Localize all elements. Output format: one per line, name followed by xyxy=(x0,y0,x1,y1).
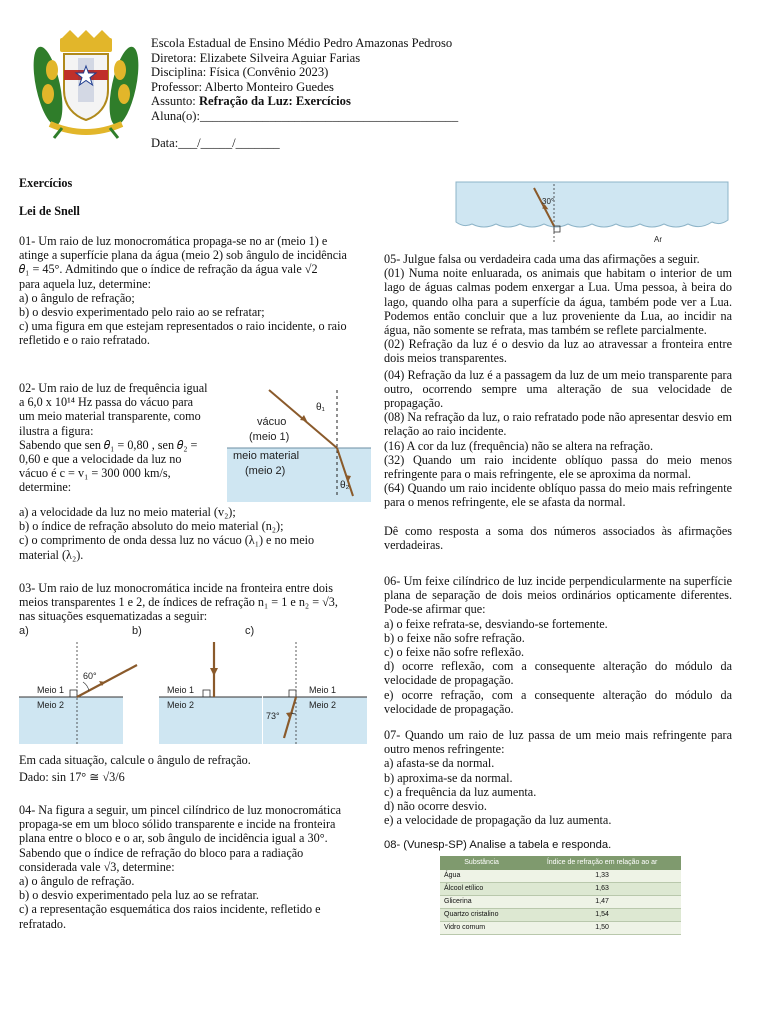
q1-line: 𝜃₁ = 45°. Admitindo que o índice de refração da água vale √2 xyxy=(19,262,318,277)
q1-item-c: c) uma figura em que estejam representados o raio incidente, o raio xyxy=(19,319,347,334)
section-title: Exercícios xyxy=(19,176,73,190)
q3c-angle: 73° xyxy=(266,711,280,721)
question-05 xyxy=(384,252,732,552)
q1-line: para aquela luz, determine: xyxy=(19,276,151,291)
q5-item-08: (08) Na refração da luz, o raio refratado pode não apresentar desvio em relação ao raio incidente. xyxy=(384,410,732,439)
question-08-intro: 08- (Vunesp-SP) Analise a tabela e responda. xyxy=(384,839,612,851)
student-name-line[interactable]: Aluna(o):_________________________________________ xyxy=(151,108,459,123)
question-06 xyxy=(384,574,732,716)
q7-intro: 07- Quando um raio de luz passa de um meio mais refringente para outro menos refringente: xyxy=(384,728,732,757)
table-cell-index: 1,54 xyxy=(523,909,681,922)
q3c-meio1: Meio 1 xyxy=(309,685,337,695)
q6-option-c: c) o feixe não sofre reflexão. xyxy=(384,645,525,660)
q2-item-a: a) a velocidade da luz no meio material (v₂); xyxy=(19,505,236,519)
question-01 xyxy=(19,234,369,348)
table-cell-substance: Quartzo cristalino xyxy=(440,909,523,922)
q4-block-figure xyxy=(450,180,732,246)
q3a-ray xyxy=(77,665,137,697)
q2-label-meio1: (meio 1) xyxy=(249,431,290,443)
q3-panel-b-tag: b) xyxy=(132,625,142,637)
subject-label: Assunto: xyxy=(151,94,199,109)
q2-label-vacuum: vácuo xyxy=(257,416,287,428)
refraction-index-table xyxy=(440,856,681,935)
q2-line: ilustra a figura: xyxy=(19,423,94,438)
question-04 xyxy=(19,803,369,931)
table-cell-index: 1,50 xyxy=(523,922,681,935)
q6-option-b: b) o feixe não sofre refração. xyxy=(384,630,525,645)
q3-panel-b xyxy=(132,625,262,744)
q5-item-16: (16) A cor da luz (frequência) não se altera na refração. xyxy=(384,438,653,453)
q2-label-meio2: (meio 2) xyxy=(245,465,286,477)
q2-item-c: c) o comprimento de onda dessa luz no vácuo (λ₁) e no meio xyxy=(19,533,315,548)
q7-option-b: b) aproxima-se da normal. xyxy=(384,770,513,785)
q3a-meio2: Meio 2 xyxy=(37,700,65,710)
q4-solid-block xyxy=(456,182,728,227)
question-07 xyxy=(384,728,732,827)
q3c-meio2: Meio 2 xyxy=(309,700,337,710)
table-row xyxy=(440,896,681,909)
table-header-index: Índice de refração em relação ao ar xyxy=(523,856,681,870)
q4-line: Sabendo que o índice de refração do bloco para a radiação xyxy=(19,845,304,860)
subject-value: Refração da Luz: Exercícios xyxy=(198,94,351,109)
q2-line: 02- Um raio de luz de frequência igual xyxy=(19,381,208,395)
q6-option-d: d) ocorre reflexão, com a consequente alteração do módulo da velocidade de propagação. xyxy=(384,659,732,688)
table-header-substance: Substância xyxy=(440,856,523,870)
q4-air-label: Ar xyxy=(654,235,662,244)
q1-item-c-cont: refletido e o raio refratado. xyxy=(19,333,150,348)
q6-intro: 06- Um feixe cilíndrico de luz incide perpendicularmente na superfície plana de separação de dois meios ordinários opticamente diferentes. Pode-se afirmar que: xyxy=(384,574,732,617)
question-02 xyxy=(19,381,219,495)
date-line[interactable]: Data:___/_____/_______ xyxy=(151,135,280,150)
table-row xyxy=(440,922,681,935)
q6-option-e: e) ocorre refração, com a consequente alteração do módulo da velocidade de propagação. xyxy=(384,687,732,716)
header-director: Diretora: Elizabete Silveira Aguiar Farias xyxy=(151,50,361,65)
q3-figures xyxy=(19,622,369,744)
q2-refraction-figure xyxy=(227,386,371,502)
q4-line: propaga-se em um bloco sólido transparente e incide na fronteira xyxy=(19,817,336,832)
q3-line: nas situações esquematizadas a seguir: xyxy=(19,609,208,624)
q5-item-32: (32) Quando um raio incidente oblíquo passa do meio menos refringente para o mais refringente, ele se aproxima da normal. xyxy=(384,452,732,482)
q1-item-a: a) o ângulo de refração; xyxy=(19,290,135,305)
q2-line: Sabendo que sen 𝜃₁ = 0,80 , sen 𝜃₂ = xyxy=(19,437,198,452)
q4-item-c: c) a representação esquemática dos raios incidente, refletido e xyxy=(19,902,321,917)
table-row xyxy=(440,883,681,896)
table-cell-substance: Vidro comum xyxy=(440,922,523,935)
q2-theta1: θ₁ xyxy=(316,402,325,413)
q4-item-b: b) o desvio experimentado pela luz ao se refratar. xyxy=(19,888,259,903)
question-03-footer xyxy=(19,753,369,784)
q3b-meio1: Meio 1 xyxy=(167,685,195,695)
q3-panel-a-tag: a) xyxy=(19,625,29,637)
q3b-meio2: Meio 2 xyxy=(167,700,195,710)
table-cell-substance: Glicerina xyxy=(440,896,523,909)
header-school: Escola Estadual de Ensino Médio Pedro Amazonas Pedroso xyxy=(151,36,453,50)
q5-item-01: (01) Numa noite enluarada, os animais que habitam o interior de um lago de águas calmas podem enxergar a Lua. Uma pessoa, à beira do lago, quando olha para a superfície da água, também pode ver a Lua. Podemos então concluir que a luz proveniente da Lua, ao incidir na água, não somente se refrata, mas também se reflete parcialmente. xyxy=(384,266,732,338)
q2-line: vácuo é c = v₁ = 300 000 km/s, xyxy=(19,466,171,481)
q5-item-04: (04) Refração da luz é a passagem da luz de um meio transparente para outro, ocorrendo sempre uma alteração de sua velocidade de propagação. xyxy=(384,367,732,411)
q3-line: meios transparentes 1 e 2, de índices de refração n₁ = 1 e n₂ = √3, xyxy=(19,595,338,610)
q2-line: 0,60 e que a velocidade da luz no xyxy=(19,452,182,467)
q5-item-64: (64) Quando um raio incidente oblíquo passa do meio mais refringente para o menos refringente, ele se afasta da normal. xyxy=(384,481,732,510)
q7-option-d: d) não ocorre desvio. xyxy=(384,799,487,814)
q4-line: 04- Na figura a seguir, um pincel cilíndrico de luz monocromática xyxy=(19,803,342,817)
q2-label-material: meio material xyxy=(233,450,300,462)
q1-line: 01- Um raio de luz monocromática propaga-se no ar (meio 1) e xyxy=(19,234,328,248)
table-cell-index: 1,63 xyxy=(523,883,681,896)
table-cell-index: 1,47 xyxy=(523,896,681,909)
q5-item-02: (02) Refração da luz é o desvio da luz ao atravessar a fronteira entre dois meios transparentes. xyxy=(384,337,732,366)
table-cell-index: 1,33 xyxy=(523,870,681,883)
q7-option-a: a) afasta-se da normal. xyxy=(384,756,495,771)
q4-item-c-cont: refratado. xyxy=(19,916,67,931)
header-subject xyxy=(151,94,458,109)
q3-panel-c xyxy=(245,625,367,744)
q7-option-e: e) a velocidade de propagação da luz aumenta. xyxy=(384,813,612,828)
q7-option-c: c) a frequência da luz aumenta. xyxy=(384,784,537,799)
q2-line: determine: xyxy=(19,480,72,495)
header-discipline: Disciplina: Física (Convênio 2023) xyxy=(151,65,329,80)
section-subtitle: Lei de Snell xyxy=(19,204,80,218)
school-header xyxy=(151,36,458,150)
q2-line: um meio material transparente, como xyxy=(19,409,201,424)
q2-theta2: θ₂ xyxy=(340,480,350,491)
q3a-meio1: Meio 1 xyxy=(37,685,65,695)
question-02-items xyxy=(19,505,369,562)
q6-option-a: a) o feixe refrata-se, desviando-se fortemente. xyxy=(384,616,608,631)
table-row xyxy=(440,870,681,883)
question-03 xyxy=(19,581,369,624)
q3-given: Dado: sin 17° ≅ √3/6 xyxy=(19,770,125,785)
q2-line: a 6,0 x 10¹⁴ Hz passa do vácuo para xyxy=(19,395,194,410)
q5-answer-instruction: Dê como resposta a soma dos números associados às afirmações verdadeiras. xyxy=(384,523,732,552)
q5-intro: 05- Julgue falsa ou verdadeira cada uma das afirmações a seguir. xyxy=(384,252,700,266)
school-crest xyxy=(30,30,142,142)
q3-line: 03- Um raio de luz monocromática incide na fronteira entre dois xyxy=(19,581,334,595)
table-cell-substance: Álcool etílico xyxy=(440,883,523,896)
header-teacher: Professor: Alberto Monteiro Guedes xyxy=(151,79,334,94)
table-row xyxy=(440,909,681,922)
q4-line: plana entre o bloco e o ar, sob ângulo de incidência igual a 30°. xyxy=(19,831,328,846)
table-cell-substance: Água xyxy=(440,870,523,883)
q4-line: considerada vale √3, determine: xyxy=(19,859,175,874)
q1-item-b: b) o desvio experimentado pelo raio ao se refratar; xyxy=(19,305,265,320)
q4-angle: 30° xyxy=(542,197,555,206)
q3-instruction: Em cada situação, calcule o ângulo de refração. xyxy=(19,753,251,767)
q3-panel-c-tag: c) xyxy=(245,625,255,637)
table-header-row xyxy=(440,856,681,870)
q4-item-a: a) o ângulo de refração. xyxy=(19,874,135,889)
q3-panel-a xyxy=(19,625,137,744)
q2-item-b: b) o índice de refração absoluto do meio material (n₂); xyxy=(19,519,284,534)
crest-icon xyxy=(30,30,142,142)
q1-line: atinge a superfície plana da água (meio 2) sob ângulo de incidência xyxy=(19,248,347,263)
q3a-angle: 60° xyxy=(83,671,97,681)
q2-item-c-cont: material (λ₂). xyxy=(19,547,84,562)
